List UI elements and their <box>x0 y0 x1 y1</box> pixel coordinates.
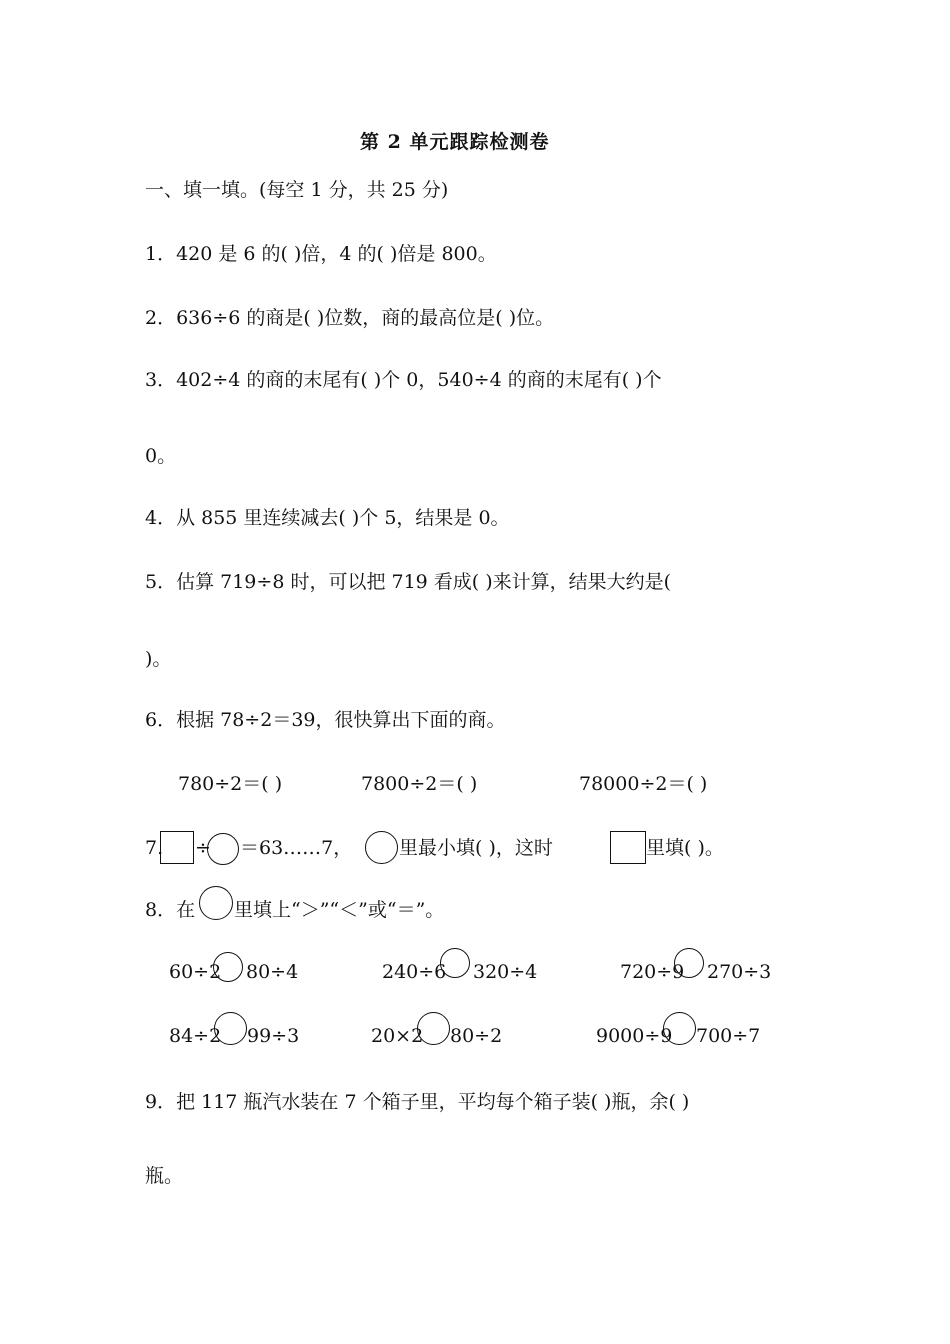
q7-circle-blank <box>207 833 239 865</box>
q7-end-text: 里填( )。 <box>646 837 724 859</box>
question-9-line2: 瓶。 <box>145 1165 184 1187</box>
q8-circle-ref <box>199 886 233 920</box>
q8-item-5-right: 80÷2 <box>450 1025 503 1047</box>
compare-circle <box>213 952 243 982</box>
q7-equation: ＝63……7， <box>240 837 353 859</box>
compare-circle <box>663 1012 696 1045</box>
q8-item-1-right: 80÷4 <box>246 961 299 983</box>
question-3-line2: 0。 <box>145 445 177 467</box>
question-5-line2: )。 <box>145 648 172 670</box>
q7-square-blank <box>160 831 194 864</box>
section-heading: 一、填一填。(每空 1 分，共 25 分) <box>145 179 449 201</box>
question-6: 6．根据 78÷2＝39，很快算出下面的商。 <box>145 709 506 731</box>
q8-item-4-right: 99÷3 <box>247 1025 300 1047</box>
q6-item-1: 780÷2＝( ) <box>178 773 283 795</box>
q7-square-ref <box>610 831 646 864</box>
q8-item-2-left: 240÷6 <box>382 961 447 983</box>
q7-middle-text: 里最小填( )，这时 <box>399 837 553 859</box>
question-5-line1: 5．估算 719÷8 时，可以把 719 看成( )来计算，结果大约是( <box>145 571 672 593</box>
compare-circle <box>440 948 470 978</box>
q8-item-4-left: 84÷2 <box>169 1025 222 1047</box>
compare-circle <box>417 1012 450 1045</box>
question-9-line1: 9．把 117 瓶汽水装在 7 个箱子里，平均每个箱子装( )瓶，余( ) <box>145 1091 690 1113</box>
q7-divide-sign: ÷ <box>195 837 211 859</box>
compare-circle <box>214 1012 247 1045</box>
q8-item-6-right: 700÷7 <box>696 1025 761 1047</box>
q8-item-3-left: 720÷9 <box>620 961 685 983</box>
q8-prefix: 8．在 <box>145 899 196 921</box>
compare-circle <box>674 948 704 978</box>
q8-item-6-left: 9000÷9 <box>596 1025 673 1047</box>
q8-item-1-left: 60÷2 <box>169 961 222 983</box>
question-3-line1: 3．402÷4 的商的末尾有( )个 0，540÷4 的商的末尾有( )个 <box>145 369 662 391</box>
question-2: 2．636÷6 的商是( )位数，商的最高位是( )位。 <box>145 307 555 329</box>
question-4: 4．从 855 里连续减去( )个 5，结果是 0。 <box>145 507 510 529</box>
q8-item-5-left: 20×2 <box>371 1025 424 1047</box>
question-1: 1．420 是 6 的( )倍，4 的( )倍是 800。 <box>145 243 497 265</box>
q6-item-2: 7800÷2＝( ) <box>361 773 478 795</box>
q8-instruction: 里填上“＞”“＜”或“＝”。 <box>234 899 445 921</box>
q8-item-3-right: 270÷3 <box>707 961 772 983</box>
q7-number: 7. <box>145 837 164 859</box>
q6-item-3: 78000÷2＝( ) <box>579 773 708 795</box>
q7-circle-ref <box>365 831 398 864</box>
page-title: 第 2 单元跟踪检测卷 <box>360 131 550 153</box>
q8-item-2-right: 320÷4 <box>473 961 538 983</box>
